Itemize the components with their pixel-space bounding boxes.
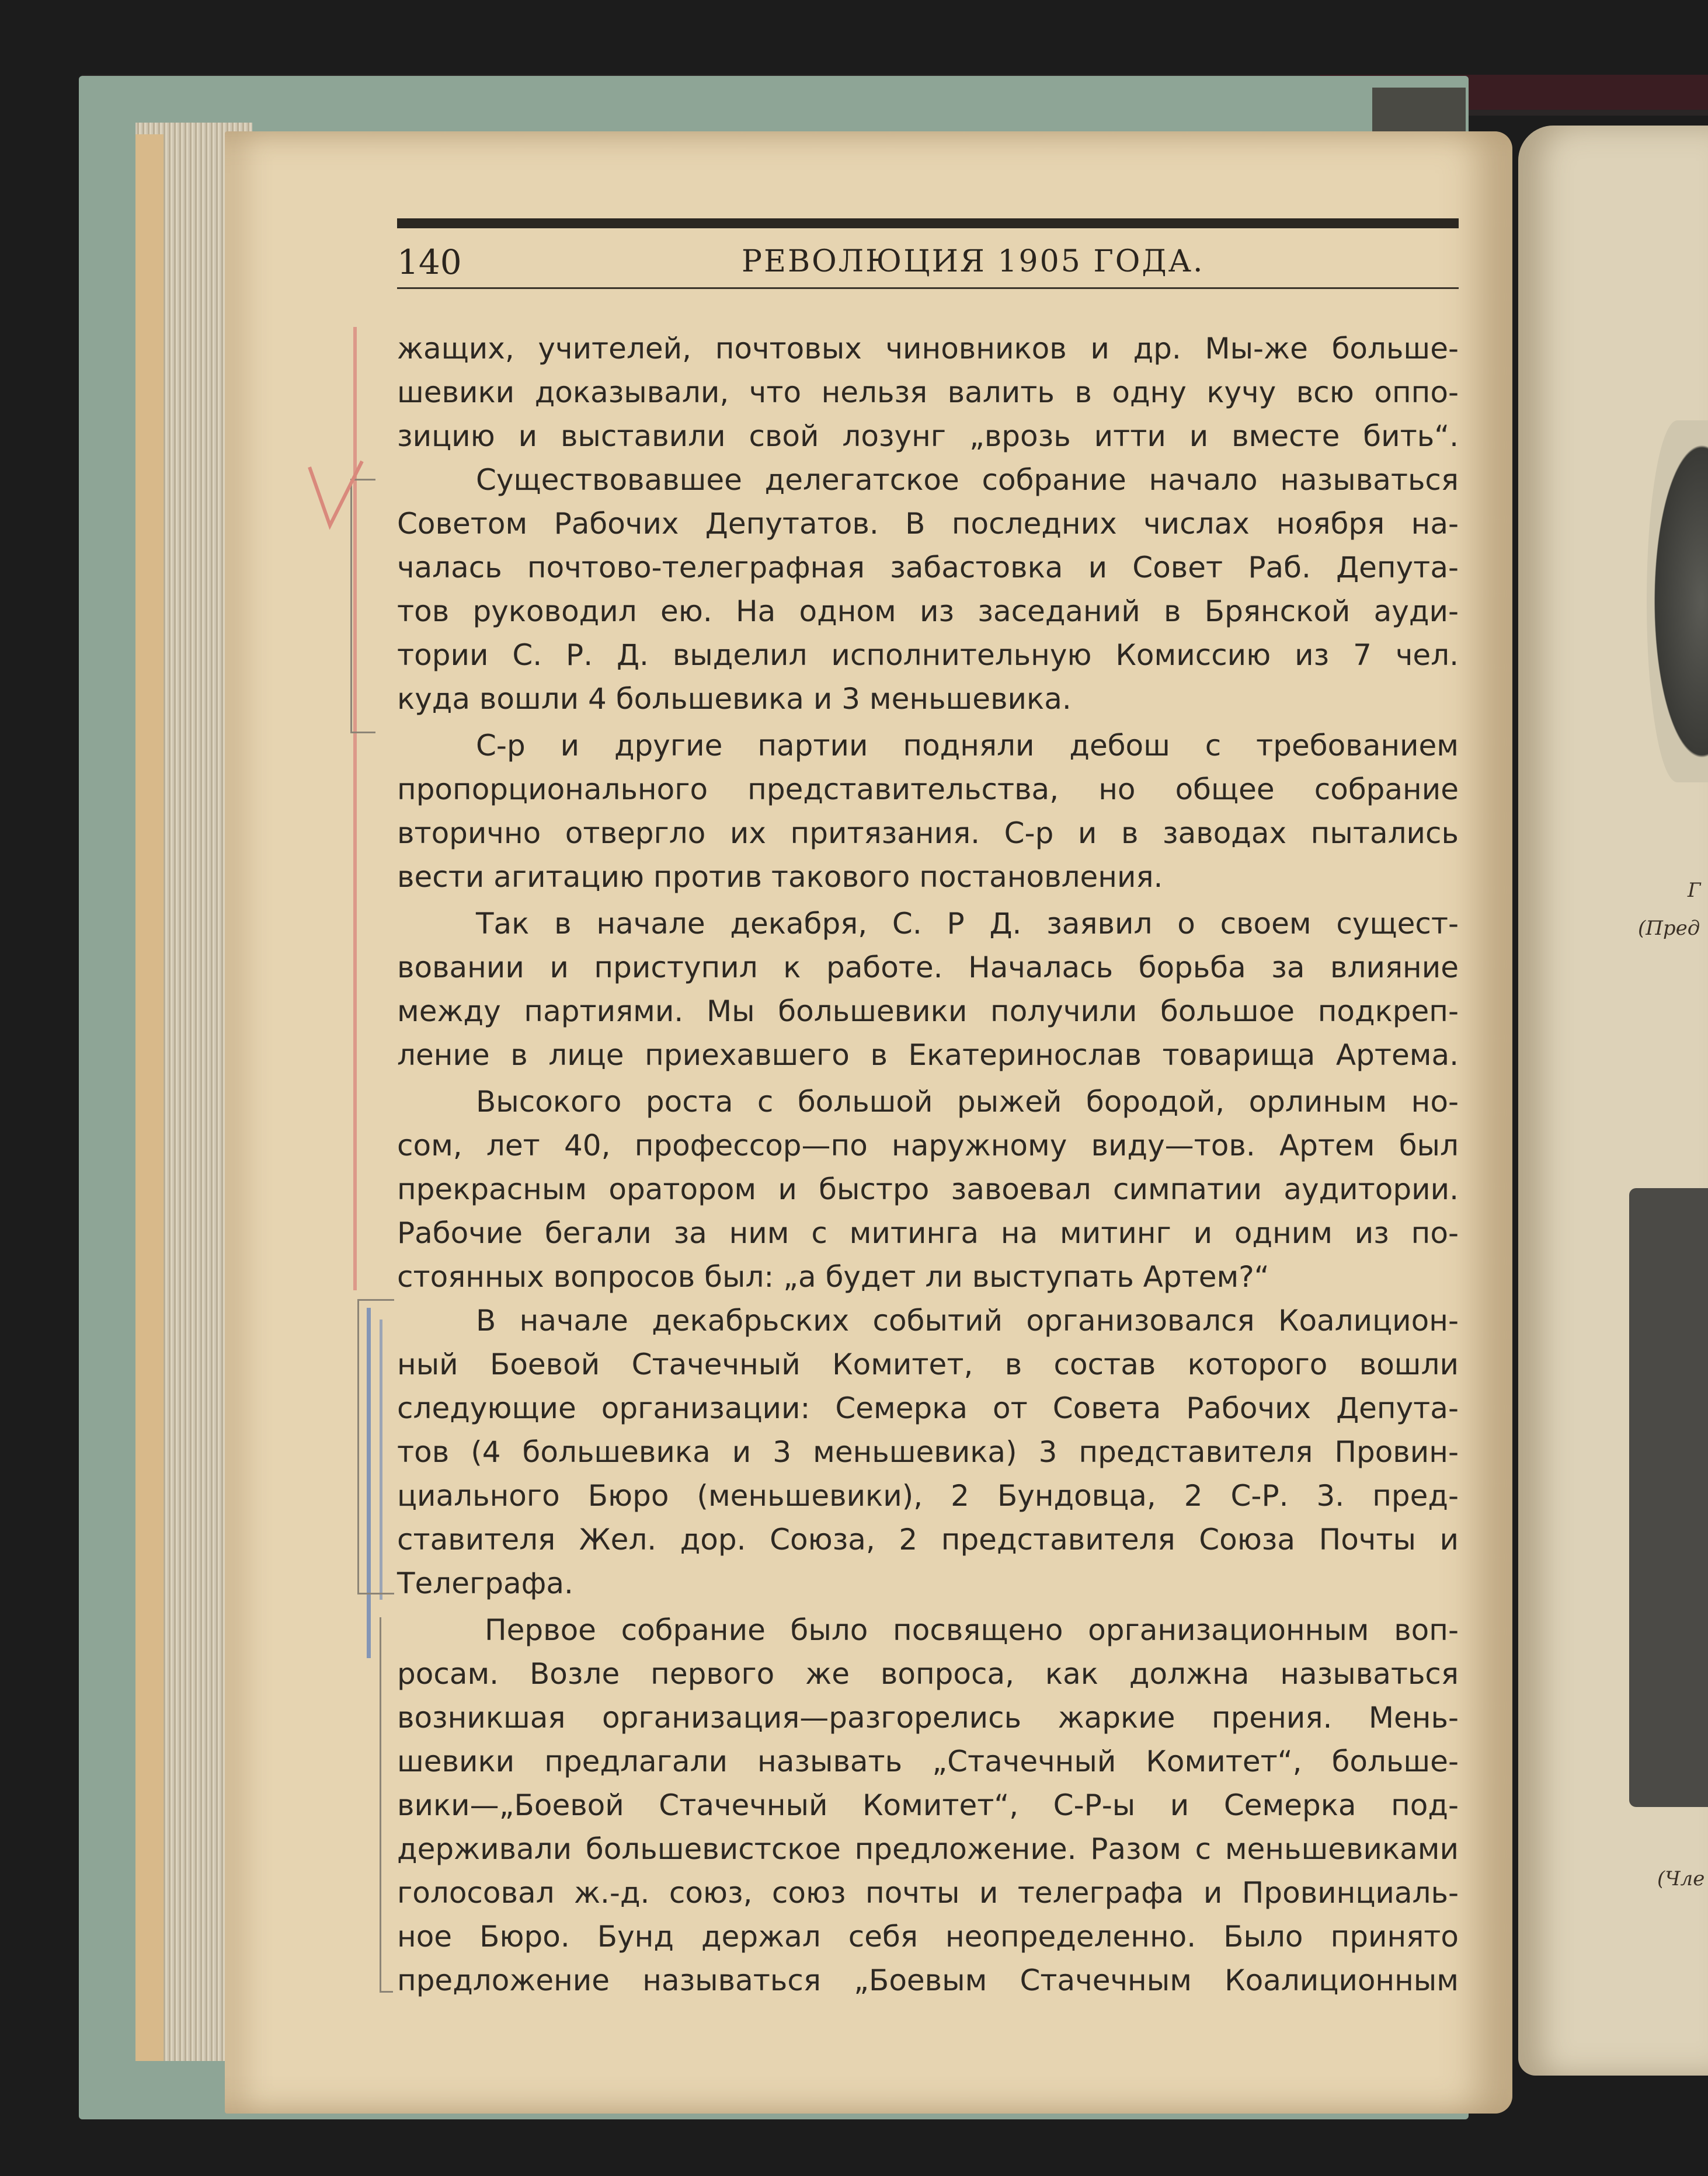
pencil-bracket-3 <box>380 1617 393 1993</box>
text-line: чалась почтово-телеграфная забастовка и Совет Раб. Депута- <box>397 551 1459 584</box>
text-line: возникшая организация—разгорелись жаркие прения. Мень- <box>397 1701 1459 1735</box>
text-line: шевики предлагали называть „Стачечный Комитет“, больше- <box>397 1745 1459 1778</box>
text-line: тории С. Р. Д. выделил исполнительную Комиссию из 7 чел. <box>397 638 1459 672</box>
facing-caption-bottom: (Чле <box>1657 1867 1705 1890</box>
text-line: шевики доказывали, что нельзя валить в одну кучу всю оппо- <box>397 375 1459 409</box>
text-line: стоянных вопросов был: „а будет ли выступать Артем?“ <box>397 1260 1269 1294</box>
text-line: ление в лице приехавшего в Екатеринослав товарища Артема. <box>397 1038 1459 1072</box>
text-line: Телеграфа. <box>397 1566 573 1600</box>
text-line: жащих, учителей, почтовых чиновников и др. Мы-же больше- <box>397 332 1459 365</box>
page-stack-shadow <box>135 134 164 2061</box>
text-line: предложение называться „Боевым Стачечным Коалиционным <box>397 1963 1459 1997</box>
text-line: голосовал ж.-д. союз, союз почты и телеграфа и Провинциаль- <box>397 1876 1459 1910</box>
text-line: Советом Рабочих Депутатов. В последних числах ноября на- <box>397 507 1459 541</box>
text-line: зицию и выставили свой лозунг „врозь итти и вместе бить“. <box>397 419 1459 453</box>
page-number: 140 <box>397 242 462 282</box>
text-line: Первое собрание было посвящено организационным воп- <box>485 1613 1459 1647</box>
text-line: куда вошли 4 большевика и 3 меньшевика. <box>397 682 1072 716</box>
text-line: пропорционального представительства, но общее собрание <box>397 772 1459 806</box>
text-line: Так в начале декабря, С. Р Д. заявил о своем сущест- <box>476 907 1459 941</box>
header-rule-thin <box>397 287 1459 289</box>
text-line: вовании и приступил к работе. Началась борьба за влияние <box>397 951 1459 984</box>
text-line: прекрасным оратором и быстро завоевал симпатии аудитории. <box>397 1172 1459 1206</box>
text-line: С-р и другие партии подняли дебош с требованием <box>476 729 1459 763</box>
text-line: ставителя Жел. дор. Союза, 2 представителя Союза Почты и <box>397 1523 1459 1557</box>
text-line: между партиями. Мы большевики получили большое подкреп- <box>397 994 1459 1028</box>
text-line: циального Бюро (меньшевики), 2 Бундовца, 2 С-Р. 3. пред- <box>397 1479 1459 1513</box>
text-line: сом, лет 40, профессор—по наружному виду—тов. Артем был <box>397 1129 1459 1162</box>
facing-page-photo-bottom <box>1629 1188 1708 1807</box>
text-line: следующие организации: Семерка от Совета Рабочих Депута- <box>397 1391 1459 1425</box>
header-rule-thick <box>397 218 1459 228</box>
text-line: вторично отвергло их притязания. С-р и в заводах пытались <box>397 816 1459 850</box>
text-line: вики—„Боевой Стачечный Комитет“, С-Р-ы и Семерка под- <box>397 1788 1459 1822</box>
text-line: тов (4 большевика и 3 меньшевика) 3 представителя Провин- <box>397 1435 1459 1469</box>
text-line: ный Боевой Стачечный Комитет, в состав которого вошли <box>397 1348 1459 1381</box>
running-head: РЕВОЛЮЦИЯ 1905 ГОДА. <box>742 244 1205 279</box>
text-line: В начале декабрьских событий организовался Коалицион- <box>476 1304 1459 1338</box>
text-line: держивали большевистское предложение. Разом с меньшевиками <box>397 1832 1459 1866</box>
text-line: Рабочие бегали за ним с митинга на митинг и одним из по- <box>397 1216 1459 1250</box>
text-line: ное Бюро. Бунд держал себя неопределенно. Было принято <box>397 1920 1459 1954</box>
text-line: вести агитацию против такового постановления. <box>397 860 1163 894</box>
text-line: тов руководил ею. На одном из заседаний в Брянской ауди- <box>397 594 1459 628</box>
text-line: Высокого роста с большой рыжей бородой, орлиным но- <box>476 1085 1459 1119</box>
pencil-bracket-2 <box>357 1299 394 1594</box>
red-pencil-checkmark <box>304 455 368 537</box>
text-line: Существовавшее делегатское собрание начало называться <box>476 463 1459 497</box>
facing-caption-top-initial: Г <box>1688 879 1701 902</box>
facing-page-photo-top <box>1647 420 1708 782</box>
facing-caption-top: (Пред <box>1638 917 1700 940</box>
text-line: росам. Возле первого же вопроса, как должна называться <box>397 1657 1459 1691</box>
